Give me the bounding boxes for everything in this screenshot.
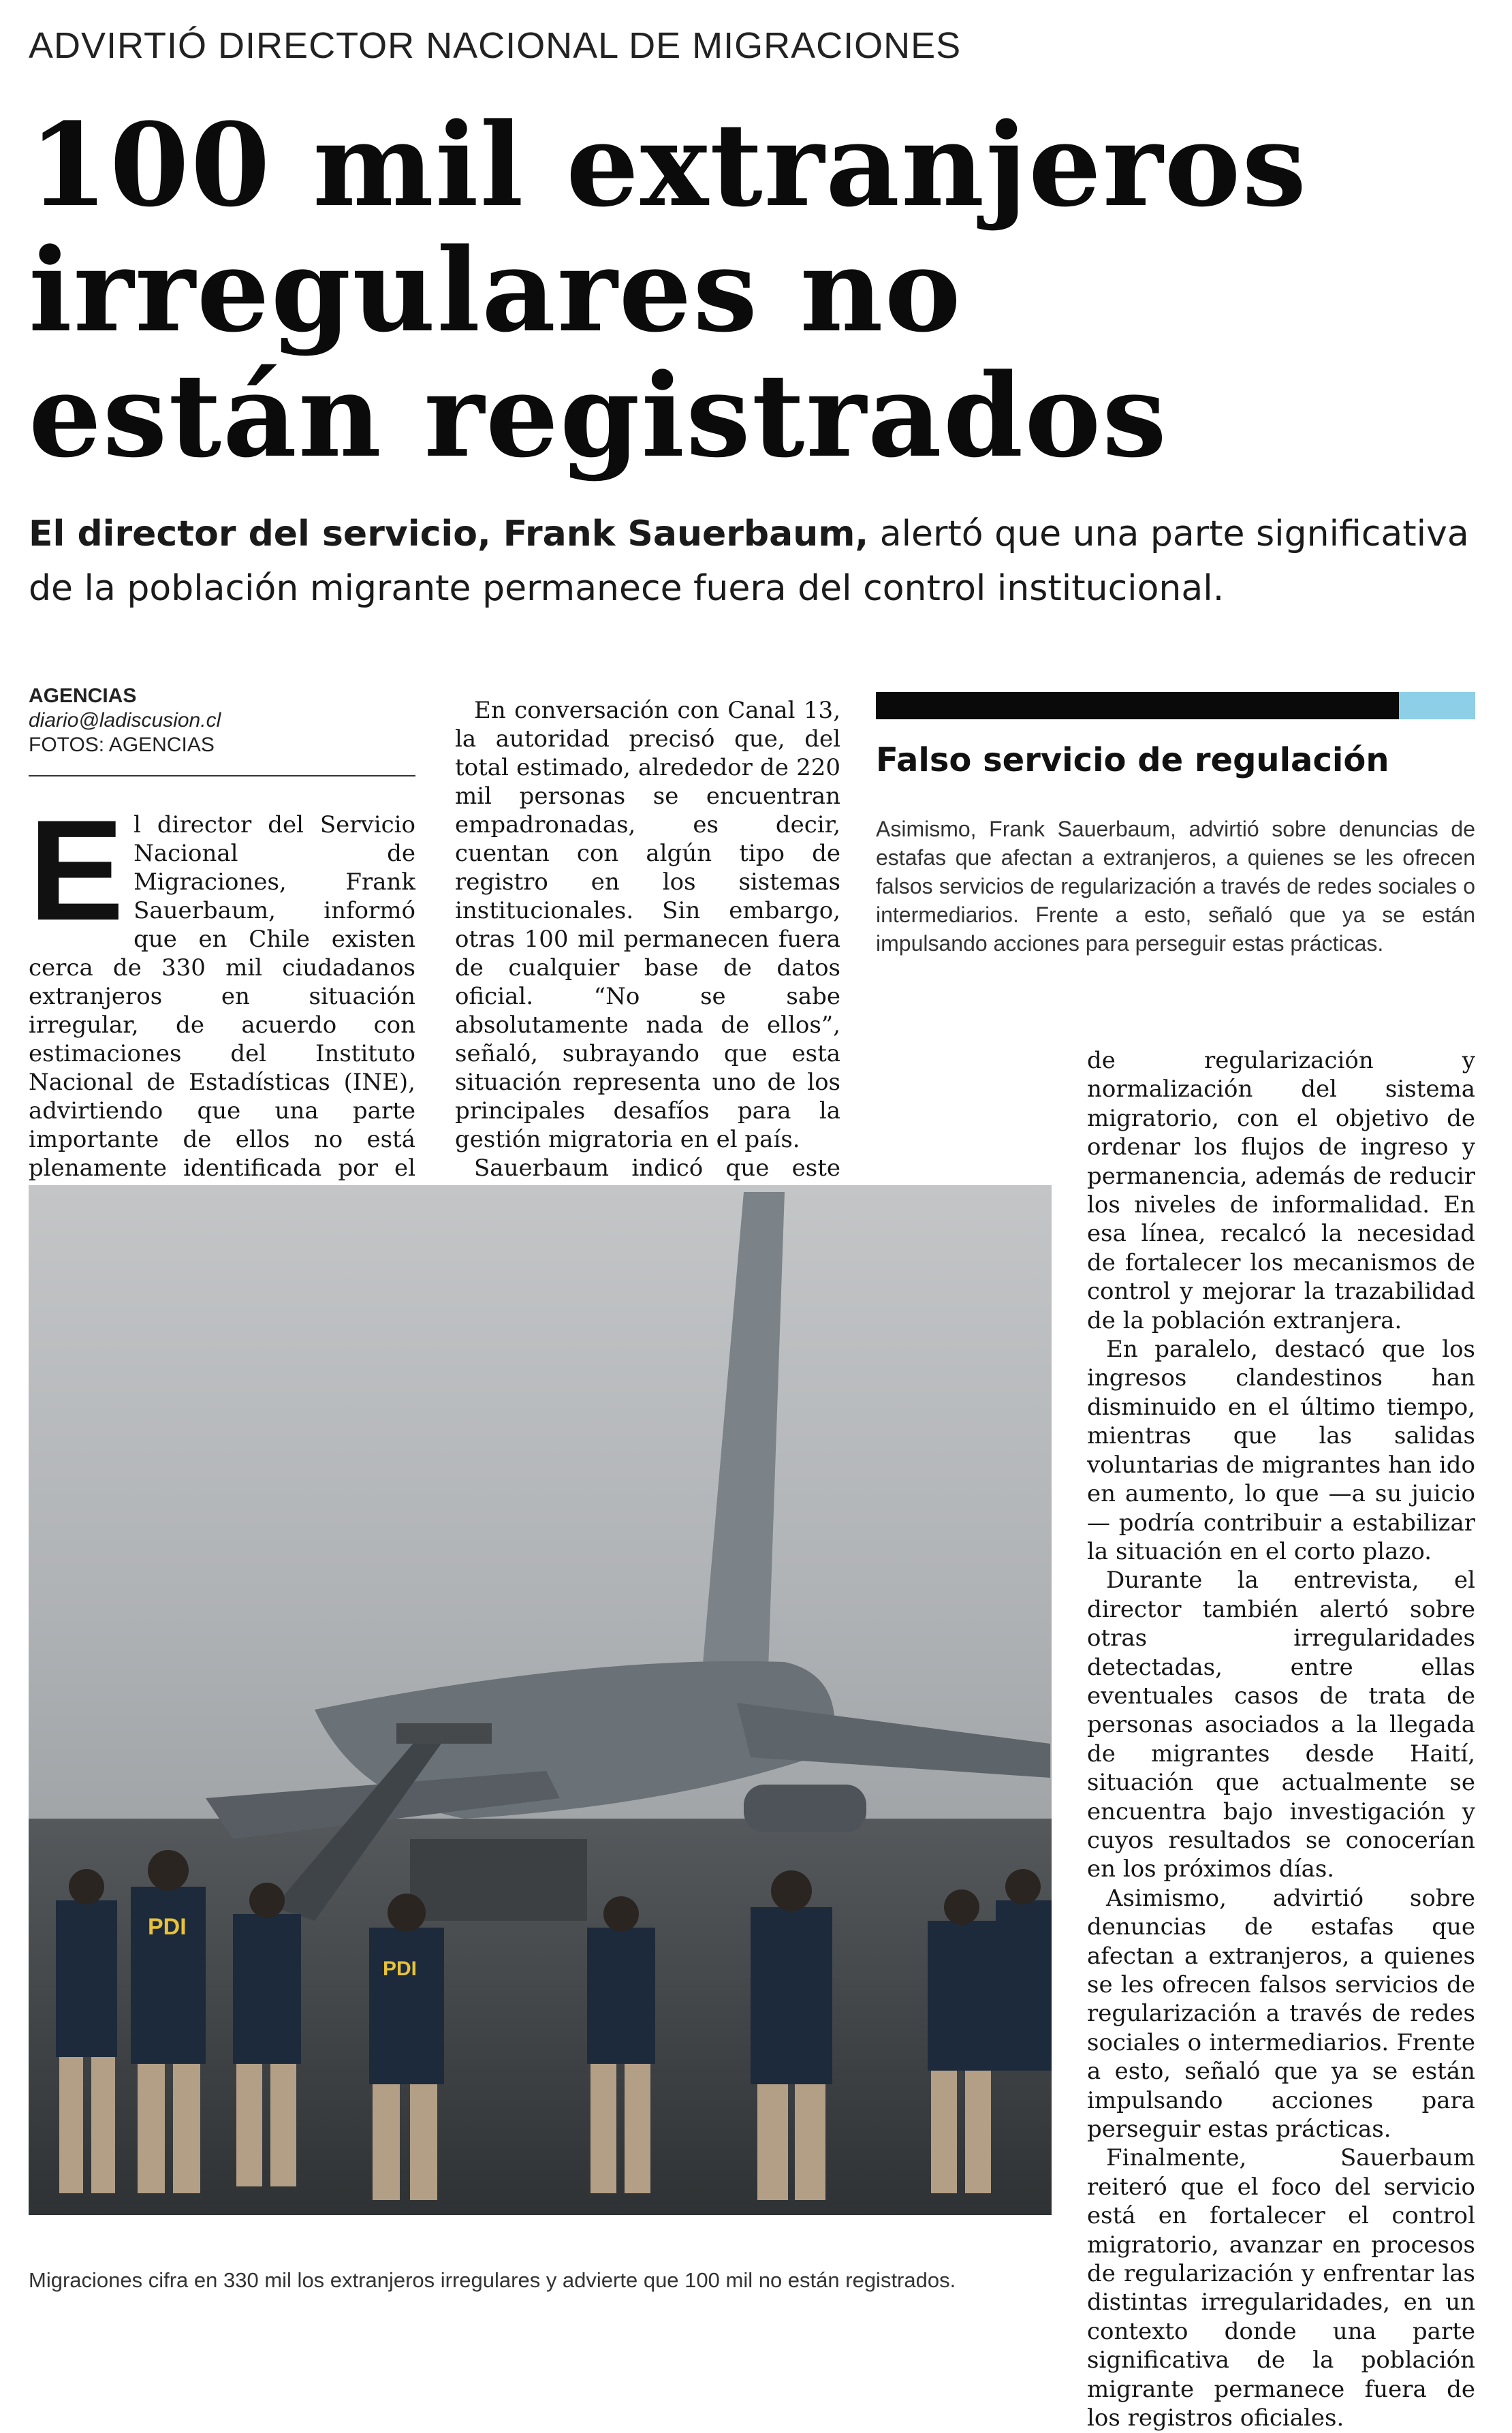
byline-rule: [29, 775, 415, 776]
deck-rest: alertó que una parte significativa de la población migrante permanece fuera del control institucional.: [29, 514, 1469, 609]
paragraph-2: En conversación con Canal 13, la autoridad precisó que, del total estimado, alrededor de 220 mil personas se encuentran empadronadas, es decir, cuentan con algún tipo de registro en los sistemas institucionales. Sin embargo, otras 100 mil permanecen fuera de cualquier base de datos oficial. “No se sabe absolutamente nada de ellos”, señaló, subrayando que esta situación representa uno de los principales desafíos para la gestión migratoria en el país.: [455, 697, 840, 1153]
deck-bold: El director del servicio, Frank Sauerbaum,: [29, 514, 869, 554]
paragraph-3-continued: de regularización y normalización del sistema migratorio, con el objetivo de ordenar los flujos de ingreso y permanencia, además de reducir los niveles de informalidad. En esa línea, recalcó la necesidad de fortalecer los mecanismos de control y mejorar la trazabilidad de la población extranjera.: [1087, 1047, 1475, 1334]
byline-agency: AGENCIAS: [29, 685, 137, 707]
article-photo: [29, 1185, 1052, 2215]
article-column-2: [455, 696, 840, 1240]
person-6: [751, 1907, 832, 2084]
headline-line-1: 100 mil extranjeros: [29, 97, 1308, 232]
vest-label-1: PDI: [148, 1914, 187, 1940]
headline-line-3: están registrados: [29, 348, 1168, 483]
article-column-3: [1087, 1046, 1475, 2433]
paragraph-1: [29, 790, 415, 1211]
person-7: [928, 1921, 996, 2071]
sidebar-accent-bar: [1399, 692, 1475, 719]
photo-caption: Migraciones cifra en 330 mil los extranjeros irregulares y advierte que 100 mil no están registrados.: [29, 2268, 956, 2292]
byline-photos: FOTOS: AGENCIAS: [29, 734, 215, 756]
person-3: [233, 1914, 301, 2064]
byline: [29, 684, 415, 757]
person-2: [131, 1887, 206, 2064]
drop-cap: E: [29, 790, 125, 950]
sidebar-bar: [876, 692, 1399, 719]
person-1: [56, 1900, 117, 2057]
vest-label-2: PDI: [383, 1958, 418, 1980]
byline-email: diario@ladiscusion.cl: [29, 709, 221, 732]
paragraph-1-text: l director del Servicio Nacional de Migraciones, Frank Sauerbaum, informó que en Chile existen cerca de 330 mil ciudadanos extranjeros en situación irregular, de acuerdo con estimaciones del Instituto Nacional de Estadísticas (INE), advirtiendo que una parte importante de ellos no está plenamente identificada por el: [29, 811, 415, 1182]
sidebar-body: Asimismo, Frank Sauerbaum, advirtió sobre denuncias de estafas que afectan a extranjeros, a quienes se les ofrecen falsos servicios de regularización a través de redes sociales o intermediarios. Frente a esto, señaló que ya se están impulsando acciones para perseguir estas prácticas.: [876, 817, 1475, 956]
person-4: [369, 1928, 444, 2084]
paragraph-3-start: Sauerbaum indicó que este: [474, 1155, 840, 1182]
deck: [29, 507, 1493, 616]
person-8: [996, 1900, 1052, 2071]
paragraph-5: Durante la entrevista, el director también alertó sobre otras irregularidades detectadas, entre ellas eventuales casos de trata de personas asociados a la llegada de migrantes desde Haití, situación que actualmente se encuentra bajo investigación y cuyos resultados se conocerían en los próximos días.: [1087, 1567, 1475, 1883]
article-column-1: [29, 790, 415, 1211]
paragraph-4: En paralelo, destacó que los ingresos clandestinos han disminuido en el último tiempo, mientras que las salidas voluntarias de migrantes han ido en aumento, lo que —a su juicio— podría contribuir a estabilizar la situación en el corto plazo.: [1087, 1336, 1475, 1565]
paragraph-6: Asimismo, advirtió sobre denuncias de estafas que afectan a extranjeros, a quienes se les ofrecen falsos servicios de regularización a través de redes sociales o intermediarios. Frente a esto, señaló que ya se están impulsando acciones para perseguir estas prácticas.: [1087, 1884, 1475, 2144]
aircraft-engine: [744, 1785, 866, 1832]
sidebar-title: Falso servicio de regulación: [876, 741, 1389, 779]
ground-vehicle: [410, 1839, 587, 1921]
headline: [29, 97, 1493, 483]
paragraph-7: Finalmente, Sauerbaum reiteró que el foco del servicio está en fortalecer el control migratorio, avanzar en procesos de regularización y enfrentar las distintas irregularidades, en un contexto donde una parte significativa de la población migrante permanece fuera de los registros oficiales.: [1087, 2144, 1475, 2432]
stairs-platform: [396, 1723, 492, 1744]
person-5: [587, 1928, 655, 2064]
headline-line-2: irregulares no: [29, 223, 962, 358]
kicker: ADVIRTIÓ DIRECTOR NACIONAL DE MIGRACIONES: [29, 25, 962, 66]
